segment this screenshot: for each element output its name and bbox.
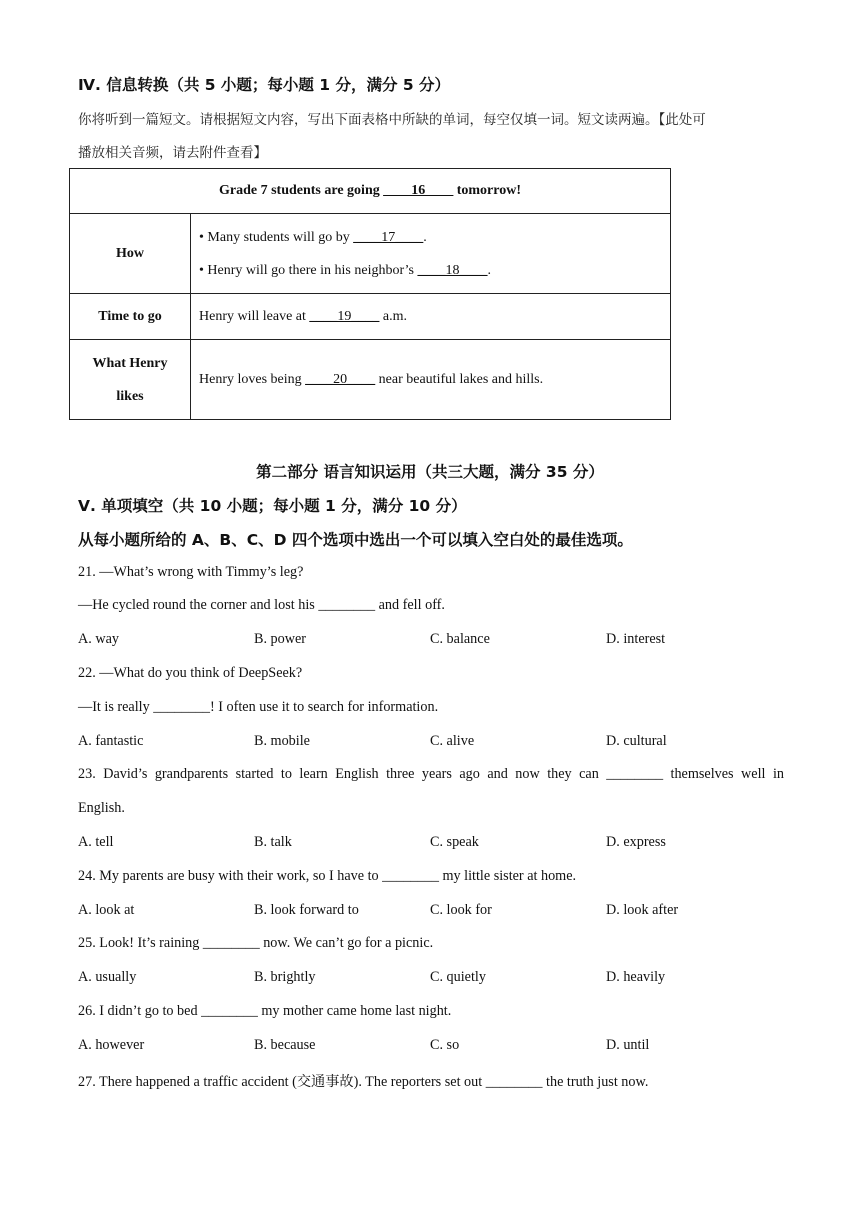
table-header-row — [70, 169, 671, 214]
q23-stem2: English. — [78, 800, 125, 816]
q21-option-d: D. interest — [606, 631, 666, 647]
q21-option-b: B. power — [254, 631, 307, 647]
row-label-likes-line2: likes — [116, 388, 144, 404]
q22-option-d: D. cultural — [606, 733, 667, 749]
table-row-time — [70, 294, 671, 340]
q25-stem1: 25. Look! It’s raining ________ now. We can’t go for a picnic. — [78, 935, 434, 951]
section4-intro-line2: 播放相关音频，请去附件查看】 — [78, 145, 267, 161]
how-line-2 — [199, 254, 662, 287]
q23-option-a: A. tell — [78, 834, 114, 850]
q22-stem2: —It is really ________! I often use it to search for information. — [78, 699, 439, 715]
section5-instruction: 从每小题所给的 A、B、C、D 四个选项中选出一个可以填入空白处的最佳选项。 — [78, 531, 633, 549]
blank-18: ____18____ — [417, 262, 488, 278]
q26-option-c: C. so — [430, 1037, 460, 1053]
time-line-before: Henry will leave at — [199, 308, 310, 324]
blank-17: ____17____ — [353, 229, 424, 245]
q25-option-a: A. usually — [78, 969, 137, 985]
row-label-time: Time to go — [70, 294, 191, 340]
q23-stem1: 23. David’s grandparents started to learn English three years ago and now they can ________ themselves well in — [78, 766, 784, 782]
q21-option-a: A. way — [78, 631, 119, 647]
table-header-cell — [70, 169, 671, 214]
q23-option-d: D. express — [606, 834, 666, 850]
section4-title: Ⅳ. 信息转换（共 5 小题；每小题 1 分，满分 5 分） — [78, 76, 451, 94]
table-row-how — [70, 214, 671, 294]
q24-option-a: A. look at — [78, 902, 135, 918]
q25-option-b: B. brightly — [254, 969, 316, 985]
section4-intro-line1: 你将听到一篇短文。请根据短文内容，写出下面表格中所缺的单词，每空仅填一词。短文读两遍。【此处可 — [78, 112, 706, 128]
blank-20: ____20____ — [305, 371, 376, 387]
likes-line-after: near beautiful lakes and hills. — [375, 371, 544, 387]
q21-stem2: —He cycled round the corner and lost his ________ and fell off. — [78, 597, 445, 613]
q22-option-a: A. fantastic — [78, 733, 144, 749]
q24-option-d: D. look after — [606, 902, 679, 918]
row-label-how: How — [70, 214, 191, 294]
q26-option-b: B. because — [254, 1037, 316, 1053]
blank-19: ____19____ — [309, 308, 380, 324]
q26-option-d: D. until — [606, 1037, 650, 1053]
part2-title: 第二部分 语言知识运用（共三大题，满分 35 分） — [256, 463, 604, 481]
q25-option-c: C. quietly — [430, 969, 486, 985]
row-content-how — [191, 214, 671, 294]
q23-option-c: C. speak — [430, 834, 479, 850]
q24-option-b: B. look forward to — [254, 902, 359, 918]
q26-option-a: A. however — [78, 1037, 145, 1053]
q21-stem1: 21. —What’s wrong with Timmy’s leg? — [78, 564, 304, 580]
header-text-after: tomorrow! — [453, 183, 522, 198]
table-row-likes — [70, 340, 671, 420]
q22-option-b: B. mobile — [254, 733, 310, 749]
row-content-likes — [191, 340, 671, 420]
info-table — [69, 168, 671, 420]
q22-option-c: C. alive — [430, 733, 475, 749]
q23-option-b: B. talk — [254, 834, 292, 850]
likes-line-before: Henry loves being — [199, 371, 306, 387]
how-line-2-before: • Henry will go there in his neighbor’s — [199, 262, 418, 278]
how-line-1 — [199, 221, 662, 254]
row-label-likes — [70, 340, 191, 420]
blank-16: ____16____ — [383, 183, 454, 198]
q27-stem1: 27. There happened a traffic accident (交通事故). The reporters set out ________ the truth just now. — [78, 1074, 649, 1090]
how-line-1-after: . — [423, 229, 427, 245]
time-line-after: a.m. — [379, 308, 408, 324]
q24-stem1: 24. My parents are busy with their work, so I have to ________ my little sister at home. — [78, 868, 577, 884]
q26-stem1: 26. I didn’t go to bed ________ my mother came home last night. — [78, 1003, 452, 1019]
q22-stem1: 22. —What do you think of DeepSeek? — [78, 665, 303, 681]
q21-option-c: C. balance — [430, 631, 490, 647]
row-content-time — [191, 294, 671, 340]
how-line-2-after: . — [487, 262, 491, 278]
q25-option-d: D. heavily — [606, 969, 666, 985]
q24-option-c: C. look for — [430, 902, 492, 918]
how-line-1-before: • Many students will go by — [199, 229, 354, 245]
row-label-likes-line1: What Henry — [92, 355, 168, 371]
section5-title: Ⅴ. 单项填空（共 10 小题；每小题 1 分，满分 10 分） — [78, 497, 467, 515]
header-text-before: Grade 7 students are going — [218, 183, 384, 198]
